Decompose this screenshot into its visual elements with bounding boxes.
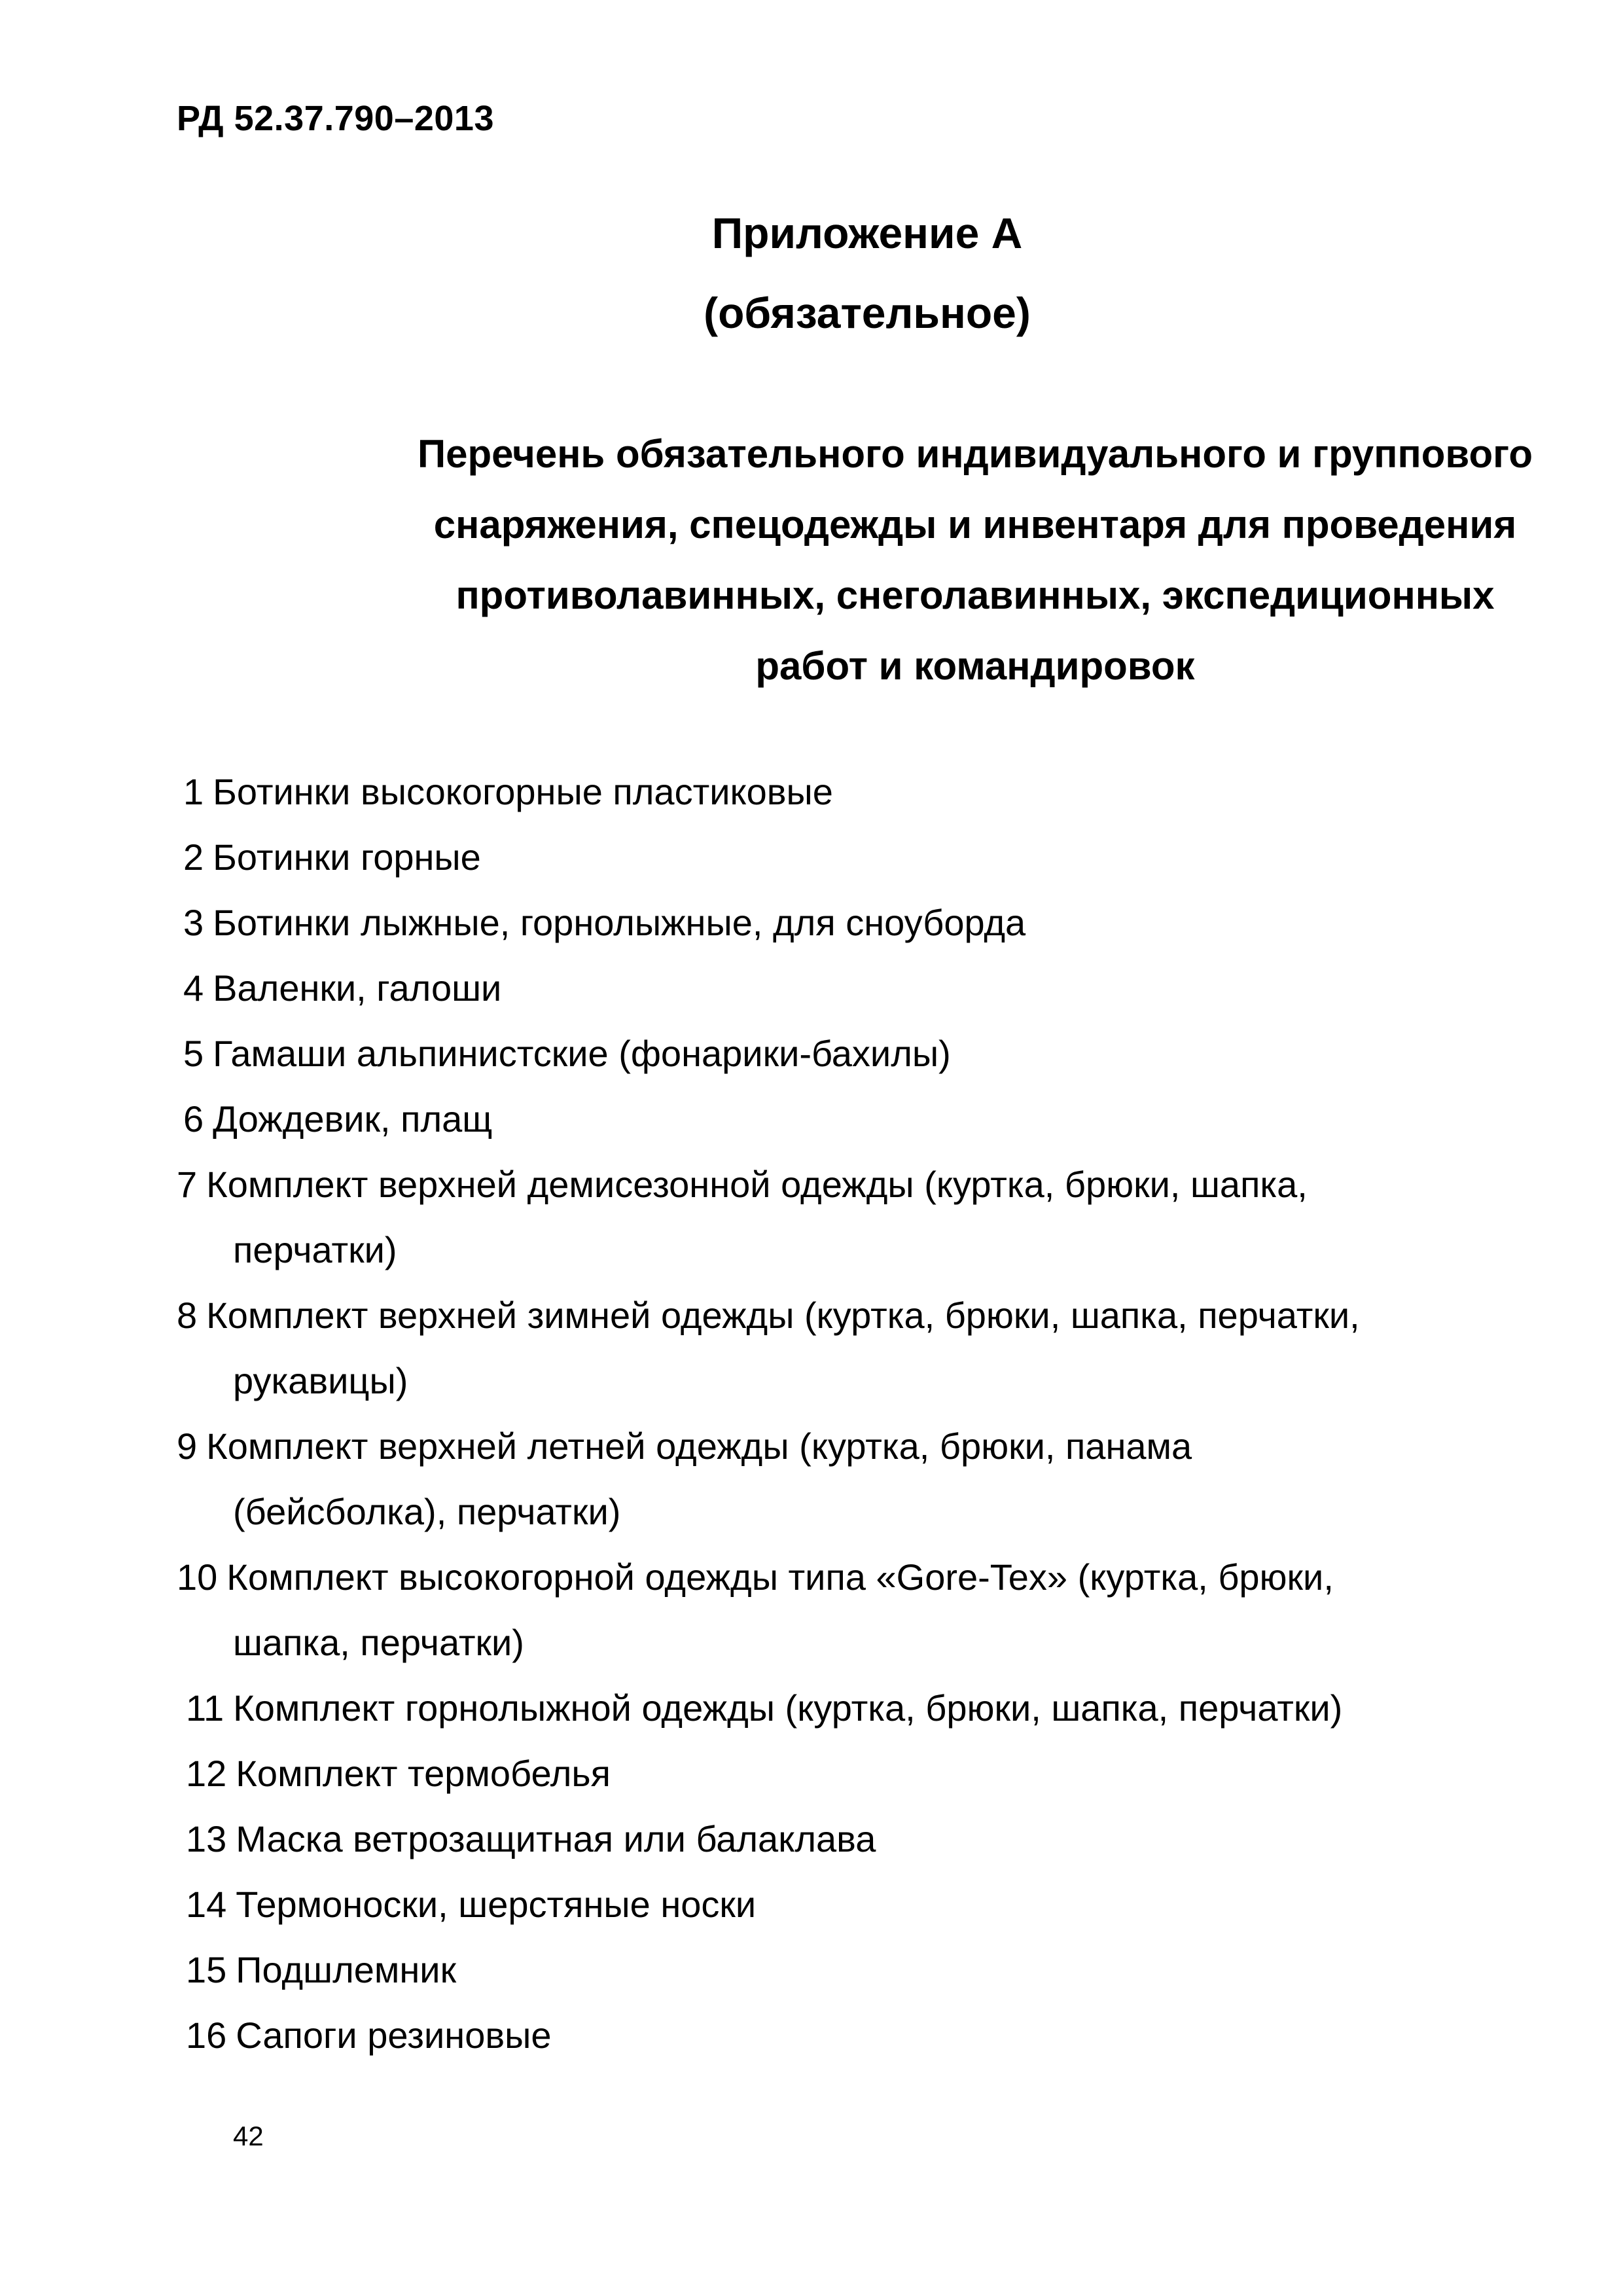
item-number: 1: [183, 771, 204, 812]
list-heading: [262, 419, 1623, 702]
item-text: Ботинки лыжные, горнолыжные, для сноуборда: [213, 902, 1026, 943]
item-number: 5: [183, 1033, 204, 1074]
item-number: 7: [177, 1164, 198, 1205]
item-continuation: шапка, перчатки): [233, 1622, 524, 1663]
appendix-status: (обязательное): [704, 289, 1031, 337]
item-number: 10: [177, 1556, 218, 1598]
list-item: [177, 1152, 1308, 1217]
heading-line: Перечень обязательного индивидуального и группового: [417, 432, 1533, 476]
list-item: [183, 956, 501, 1021]
heading-line: снаряжения, спецодежды и инвентаря для проведения: [433, 503, 1517, 547]
item-text: Комплект верхней зимней одежды (куртка, брюки, шапка, перчатки,: [206, 1295, 1360, 1336]
item-number: 4: [183, 967, 204, 1009]
item-number: 12: [186, 1753, 227, 1794]
list-item: [183, 890, 1026, 956]
heading-line: противолавинных, снеголавинных, экспедиционных: [455, 573, 1495, 617]
list-item: [183, 825, 481, 890]
item-continuation: рукавицы): [233, 1360, 408, 1401]
item-number: 3: [183, 902, 204, 943]
heading-line: работ и командировок: [755, 644, 1195, 688]
item-text: Ботинки горные: [213, 836, 481, 878]
page-number: 42: [233, 2121, 264, 2151]
item-number: 16: [186, 2015, 227, 2056]
item-number: 13: [186, 1818, 227, 1859]
item-continuation: (бейсболка), перчатки): [233, 1491, 621, 1532]
list-item: [186, 1872, 756, 1937]
list-item: [186, 1741, 611, 1806]
item-number: 15: [186, 1949, 227, 1990]
list-item: [183, 1086, 492, 1152]
list-item: [177, 1545, 1334, 1610]
list-item: [186, 2003, 551, 2068]
item-text: Подшлемник: [236, 1949, 457, 1990]
list-item: [186, 1806, 876, 1872]
item-text: Сапоги резиновые: [236, 2015, 552, 2056]
item-number: 6: [183, 1098, 204, 1139]
list-item: [183, 759, 833, 825]
item-text: Комплект горнолыжной одежды (куртка, брюки, шапка, перчатки): [233, 1687, 1343, 1729]
item-text: Гамаши альпинистские (фонарики-бахилы): [213, 1033, 951, 1074]
item-continuation: перчатки): [233, 1229, 397, 1270]
item-text: Валенки, галоши: [213, 967, 502, 1009]
list-item: [186, 1937, 456, 2003]
list-item: [177, 1414, 1192, 1479]
appendix-title: Приложение А: [711, 209, 1023, 257]
list-item: [177, 1283, 1360, 1348]
item-text: Комплект верхней летней одежды (куртка, брюки, панама: [206, 1426, 1192, 1467]
item-number: 14: [186, 1884, 227, 1925]
item-text: Ботинки высокогорные пластиковые: [213, 771, 833, 812]
item-number: 8: [177, 1295, 198, 1336]
item-text: Термоноски, шерстяные носки: [236, 1884, 757, 1925]
item-text: Маска ветрозащитная или балаклава: [236, 1818, 876, 1859]
document-code: РД 52.37.790–2013: [177, 99, 494, 138]
item-text: Комплект термобелья: [236, 1753, 611, 1794]
list-item: [183, 1021, 951, 1086]
item-number: 2: [183, 836, 204, 878]
item-number: 9: [177, 1426, 198, 1467]
item-text: Комплект высокогорной одежды типа «Gore-Tex» (куртка, брюки,: [226, 1556, 1334, 1598]
item-text: Комплект верхней демисезонной одежды (куртка, брюки, шапка,: [206, 1164, 1308, 1205]
list-item: [186, 1676, 1342, 1741]
item-text: Дождевик, плащ: [213, 1098, 493, 1139]
item-number: 11: [186, 1687, 224, 1729]
